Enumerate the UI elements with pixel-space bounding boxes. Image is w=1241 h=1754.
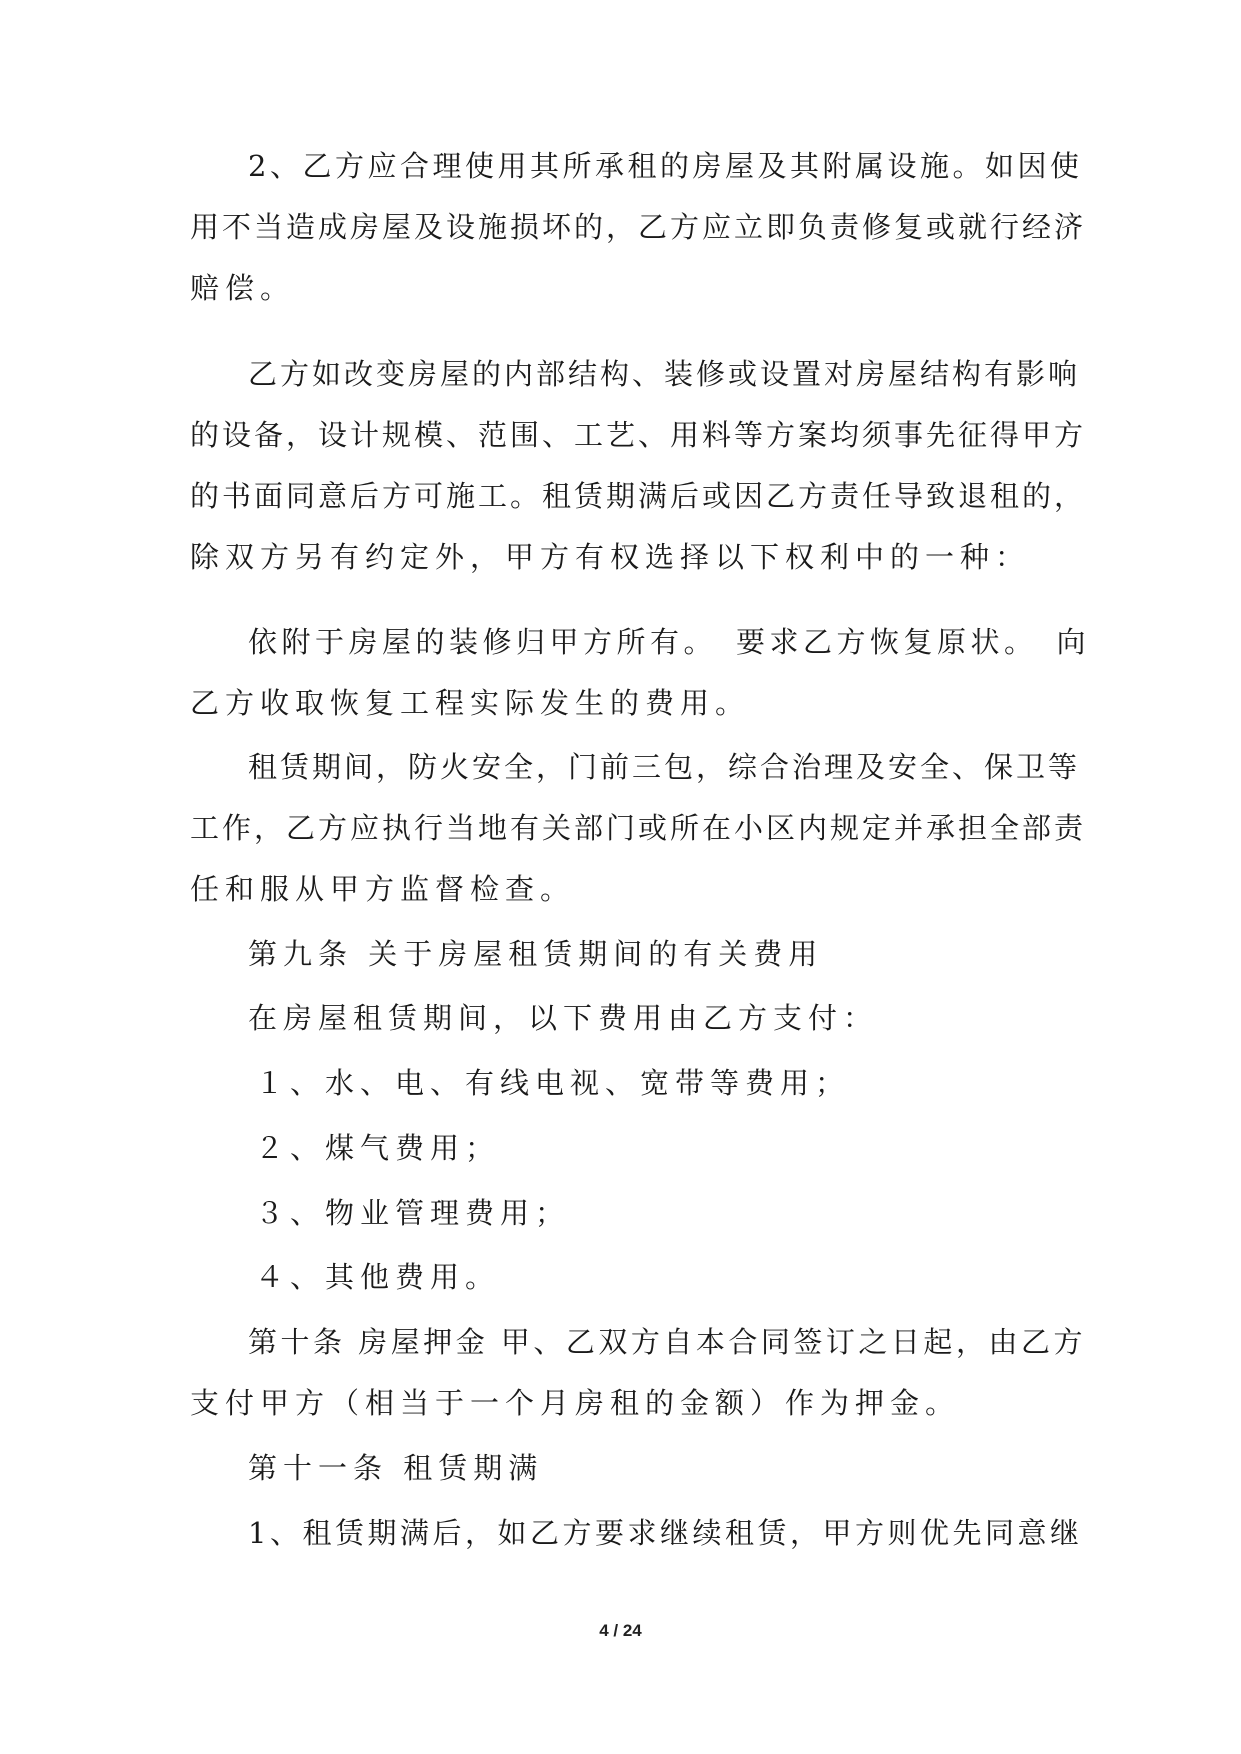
text-line: 的设备，设计规模、范围、工艺、用料等方案均须事先征得甲方 [190, 418, 1087, 452]
text-line: 乙方收取恢复工程实际发生的费用。 [190, 686, 751, 720]
list-item: ４、其他费用。 [255, 1260, 501, 1294]
text-line: 的书面同意后方可施工。租赁期满后或因乙方责任导致退租的， [190, 479, 1087, 513]
text-line: 除双方另有约定外，甲方有权选择以下权利中的一种： [190, 540, 1031, 574]
section-heading: 第十条 房屋押金 甲、乙双方自本合同签订之日起，由乙方 [248, 1325, 1086, 1359]
text-line: 工作，乙方应执行当地有关部门或所在小区内规定并承担全部责 [190, 811, 1087, 845]
text-line: 乙方如改变房屋的内部结构、装修或设置对房屋结构有影响 [248, 357, 1081, 391]
text-line: 在房屋租赁期间，以下费用由乙方支付： [248, 1001, 879, 1035]
text-line: 用不当造成房屋及设施损坏的，乙方应立即负责修复或就行经济 [190, 210, 1087, 244]
text-line: 依附于房屋的装修归甲方所有。 要求乙方恢复原状。 向 [248, 625, 1091, 659]
text-line: 2、乙方应合理使用其所承租的房屋及其附属设施。如因使 [248, 149, 1083, 183]
list-item: ３、物业管理费用； [255, 1196, 571, 1230]
text-line: 1、租赁期满后，如乙方要求继续租赁，甲方则优先同意继 [248, 1516, 1083, 1550]
page-number: 4 / 24 [599, 1621, 642, 1640]
text-line: 租赁期间，防火安全，门前三包，综合治理及安全、保卫等 [248, 750, 1081, 784]
text-line: 任和服从甲方监督检查。 [190, 872, 576, 906]
list-item: １、水、电、有线电视、宽带等费用； [255, 1066, 851, 1100]
list-item: ２、煤气费用； [255, 1131, 501, 1165]
text-line: 支付甲方（相当于一个月房租的金额）作为押金。 [190, 1386, 961, 1420]
section-heading: 第九条 关于房屋租赁期间的有关费用 [248, 937, 824, 971]
section-heading: 第十一条 租赁期满 [248, 1451, 544, 1485]
text-line: 赔偿。 [190, 271, 296, 305]
